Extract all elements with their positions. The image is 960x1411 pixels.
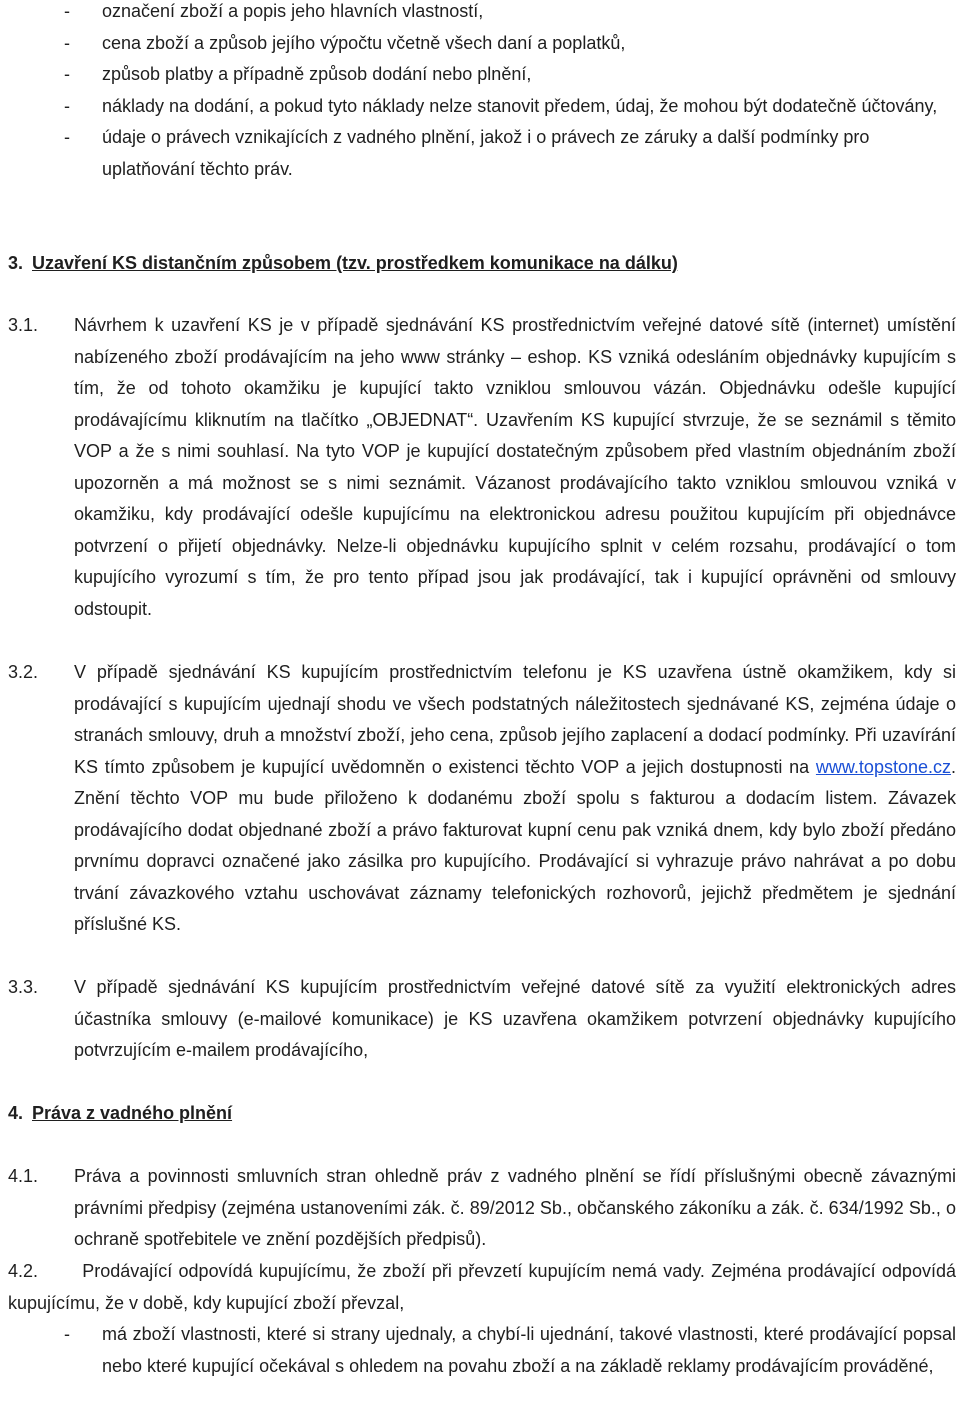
paragraph-3-1: 3.1. Návrhem k uzavření KS je v případě sjednávání KS prostřednictvím veřejné datové sítě (internet) umístění nabízeného zboží prodávajícím na jeho www stránky – eshop. KS vzniká odesláním objednávky kupujícím s tím, že od tohoto okamžiku je kupující takto vzniklou smlouvou vázán. Objednávku odešle kupující prodávajícímu kliknutím na tlačítko „OBJEDNAT“. Uzavřením KS kupující stvrzuje, že se seznámil s těmito VOP a že s nimi souhlasí. Na tyto VOP je kupující dostatečným způsobem před vlastním objednáním zboží upozorněn a má možnost se s nimi seznámit. Vázanost prodávajícího takto vzniklou smlouvou vzniká v okamžiku, kdy prodávající odešle kupujícímu na elektronickou adresu použitou kupujícím při objednávce potvrzení o přijetí objednávky. Nelze-li objednávku kupujícího splnit v celém rozsahu, prodávající o tom kupujícího vyrozumí s tím, že pro tento případ jsou jak prodávající, tak i kupující oprávněni od smlouvy odstoupit. <box>8 315 956 619</box>
list-item: - označení zboží a popis jeho hlavních vlastností, <box>64 1 484 21</box>
list-item: - údaje o právech vznikajících z vadného plnění, jakož i o právech ze záruky a další podmínky pro uplatňování těchto práv. <box>64 127 870 179</box>
bullet-list-top <box>64 0 956 185</box>
paragraph-4-2: 4.2. Prodávající odpovídá kupujícímu, že zboží při převzetí kupujícím nemá vady. Zejména prodávající odpovídá kupujícímu, že v době, kdy kupující zboží převzal, <box>8 1261 956 1313</box>
paragraph-4-1: 4.1. Práva a povinnosti smluvních stran ohledně práv z vadného plnění se řídí příslušnými obecně závaznými právními předpisy (zejména ustanoveními zák. č. 89/2012 Sb., občanského zákoníku a zák. č. 634/1992 Sb., o ochraně spotřebitele ve znění pozdějších předpisů). <box>8 1166 956 1249</box>
paragraph-3-3: 3.3. V případě sjednávání KS kupujícím prostřednictvím veřejné datové sítě za využití elektronických adres účastníka smlouvy (e-mailové komunikace) je KS uzavřena okamžikem potvrzení objednávky kupujícího potvrzujícím e-mailem prodávajícího, <box>8 977 956 1060</box>
list-item: - způsob platby a případně způsob dodání nebo plnění, <box>64 64 532 84</box>
section-heading-3: 3. Uzavření KS distančním způsobem (tzv. prostředkem komunikace na dálku) <box>8 253 678 273</box>
paragraph-3-2: 3.2. V případě sjednávání KS kupujícím prostřednictvím telefonu je KS uzavřena ústně okamžikem, kdy si prodávající s kupujícím ujednají shodu ve všech podstatných náležitostech sjednávané KS, zejména údaje o stranách smlouvy, druh a množství zboží, jeho cena, způsob jejího zaplacení a dodací podmínky. Při uzavírání KS tímto způsobem je kupující uvědomněn o existenci těchto VOP a jejich dostupnosti na www.topstone.cz. Znění těchto VOP mu bude přiloženo k dodanému zboží spolu s fakturou a dodacím listem. Závazek prodávajícího dodat objednané zboží a právo fakturovat kupní cenu pak vzniká dnem, kdy bylo zboží předáno prvnímu dopravci označené jako zásilka pro kupujícího. Prodávající si vyhrazuje právo nahrávat a po dobu trvání závazkového vztahu uschovávat záznamy telefonických rozhovorů, jejichž předmětem je sjednání příslušné KS. <box>8 662 956 934</box>
list-item: - cena zboží a způsob jejího výpočtu včetně všech daní a poplatků, <box>64 32 626 53</box>
section-heading-4: 4. Práva z vadného plnění <box>8 1103 233 1123</box>
list-item: - náklady na dodání, a pokud tyto náklady nelze stanovit předem, údaj, že mohou být dodatečně účtovány, <box>64 95 938 116</box>
bullet-list-bottom <box>64 1319 956 1382</box>
list-item: - má zboží vlastnosti, které si strany ujednaly, a chybí-li ujednání, takové vlastnosti, které prodávající popsal nebo které kupující očekával s ohledem na povahu zboží a na základě reklamy prodávajícím prováděné, <box>64 1324 956 1376</box>
website-link[interactable]: www.topstone.cz <box>815 756 951 777</box>
